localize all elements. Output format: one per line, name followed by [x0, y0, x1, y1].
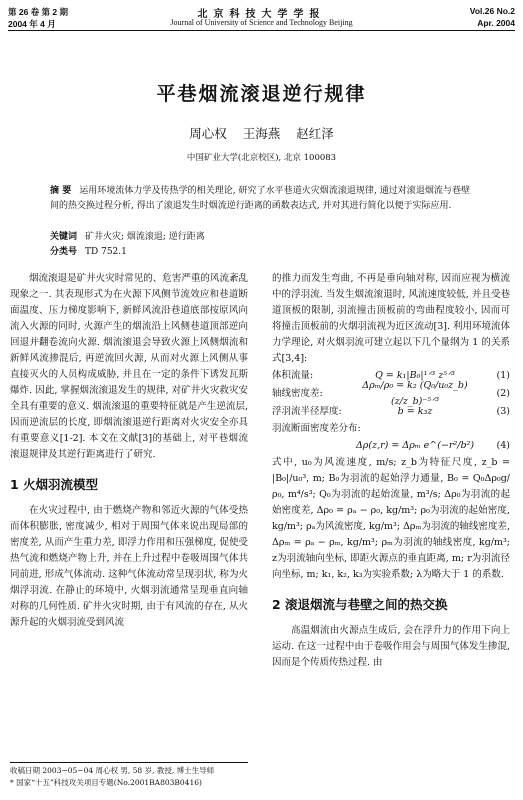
classification-label: 分类号 — [50, 247, 78, 257]
equation-formula: Q = k₁|B₀|¹ᐟ³ z⁵ᐟ³ — [375, 370, 455, 381]
footnote — [10, 762, 248, 789]
keywords — [50, 230, 470, 245]
date-left: 2004 年 4 月 — [8, 19, 56, 29]
equation-4 — [272, 437, 510, 455]
equation-2 — [272, 380, 510, 407]
equation-3 — [272, 403, 510, 421]
section-1-paragraph: 在火灾过程中, 由于燃烧产物和邻近火源的气体受热而体积膨胀, 密度减少, 相对于周围气体来说出现局部的密度差, 从而产生重力差, 即浮力作用和压强梯度, 促使受热气流和燃烧产物上升, 并在上升过程中卷吸周围气体共同前进, 形成气体流动. 这种气体流动常呈现羽状, 称为火烟浮羽流. 在静止的环境中, 火烟羽流通常呈现垂直向轴对称的几何性质. 矿井火灾时期, 由于有风流的存在, 从火源升起的火烟羽流受到风流 — [10, 505, 248, 628]
volume-issue-left: 第 26 卷 第 2 期 — [8, 7, 68, 17]
journal-name-en: Journal of University of Science and Technology Beijing — [170, 18, 353, 27]
keywords-text: 矿井火灾; 烟流滚退; 逆行距离 — [85, 232, 205, 242]
plume-paragraph: 的推力而发生弯曲, 不再是垂向轴对称, 因而应视为横流中的浮羽流. 当发生烟流滚退时, 风流速度较低, 并且受巷道顶板的限制, 羽流撞击顶板前的弯曲程度较小, 因而可将撞击顶板前的火烟羽流视为近区流动[3]. 利用环境流体力学理论, 对火烟羽流可建立起以下几个量纲为 1 的关系式[3,4]: — [272, 273, 510, 364]
equation-label: 体积流量: — [272, 370, 314, 381]
volume-issue-right: Vol.26 No.2 — [469, 6, 515, 16]
running-header — [8, 4, 515, 31]
abstract-label: 摘 要 — [50, 186, 72, 196]
date-right: Apr. 2004 — [477, 18, 515, 28]
equation-formula: Δρₘ/ρ₀ = k₂ (Q₀/u₀z_b)(z/z_b)⁻⁵ᐟ³ — [362, 380, 468, 407]
equation-number: (1) — [496, 370, 510, 381]
footnote-received: 收稿日期 2003−05−04 周心权 男, 58 岁, 教授, 博士生导师 — [10, 766, 215, 775]
paper-title: 平巷烟流滚退逆行规律 — [156, 83, 367, 105]
abstract — [50, 184, 470, 214]
equation-formula: b = k₃z — [397, 406, 433, 417]
keywords-label: 关键词 — [50, 232, 78, 242]
left-column — [10, 271, 248, 631]
section-1-heading: 1 火烟羽流模型 — [10, 477, 99, 492]
footnote-funding: * 国家“十五”科技攻关项目专题(No.2001BA803B0416) — [10, 778, 202, 787]
right-column — [272, 271, 510, 671]
equation-number: (4) — [496, 440, 510, 451]
section-2-paragraph: 高温烟流由火源点生成后, 会在浮升力的作用下向上运动. 在这一过程中由于卷吸作用会与周围气体发生掺混, 因而是个传质传热过程. 由 — [272, 625, 510, 668]
equation-formula: Δρ(z,r) = Δρₘ e^(−r²/b²) — [355, 440, 475, 451]
authors: 周心权 王海燕 赵红泽 — [189, 126, 334, 141]
classification-text: TD 752.1 — [85, 247, 127, 257]
symbol-definitions: 式中, u₀为风流速度, m/s; z_b为特征尺度, z_b = |B₀|/u₀³, m; B₀为羽流的起始浮力通量, B₀ = Q₀Δρ₀g/ρ₀, m⁴/s³; Q₀为羽流的起始流量, m³/s; Δρ₀为羽流的起始密度差, Δρ₀ = ρₐ − ρ₀, kg/m³; ρ₀为羽流的起始密度, kg/m³; ρₐ为风流密度, kg/m³; Δρₘ为羽流的轴线密度差, Δρₘ = ρₐ − ρₘ, kg/m³; ρₘ为羽流的轴线密度, kg/m³; z为羽流轴向坐标, 即距火源点的垂直距离, m; r为羽流径向坐标, m; k₁, k₂, k₃为实验系数; λ为略大于 1 的系数. — [272, 457, 510, 580]
classification — [50, 245, 470, 260]
section-2-heading: 2 滚退烟流与巷壁之间的热交换 — [272, 597, 448, 612]
equation-label: 轴线密度差: — [272, 388, 323, 399]
affiliation: 中国矿业大学(北京校区), 北京 100083 — [186, 153, 337, 163]
equation-number: (3) — [496, 406, 510, 417]
abstract-text: 运用环境流体力学及传热学的相关理论, 研究了水平巷道火灾烟流滚退规律, 通过对滚退烟流与巷壁间的热交换过程分析, 得出了滚退发生时烟流逆行距离的函数表达式, 并对其进行简化以便于实际应用. — [50, 186, 470, 211]
equation-4-intro: 羽流断面密度差分布: — [272, 423, 361, 434]
intro-paragraph: 烟流滚退是矿井火灾时常见的、危害严重的风流紊乱现象之一. 其表现形式为在火源下风侧节流效应和巷道断面温度、压力梯度影响下, 新鲜风流沿巷道底部按原风向流入火源的同时, 火源产生的烟流沿上风侧巷道顶部逆向回退并翻卷流向火源. 烟流滚退会导致火源上风侧烟流和新鲜风流掺混后, 再逆流回火源, 从而对火源上风侧从事直接灭火的人员构成威胁, 并且在一定的条件下诱发瓦斯爆炸. 因此, 掌握烟流滚退发生的规律, 对矿井火灾救灾安全具有重要的意义. 烟流滚退的重要特征就是产生逆流层, 因而逆流层的长度, 即烟流滚退逆行距离对火灾安全亦具有重要意义[1-2]. 本文在文献[3]的基础上, 对平巷烟流滚退规律及其逆行距离进行了研究. — [10, 273, 248, 460]
equation-label: 浮羽流半径厚度: — [272, 406, 342, 417]
equation-number: (2) — [496, 388, 510, 399]
journal-name-cn: 北京科技大学学报 — [197, 9, 326, 20]
